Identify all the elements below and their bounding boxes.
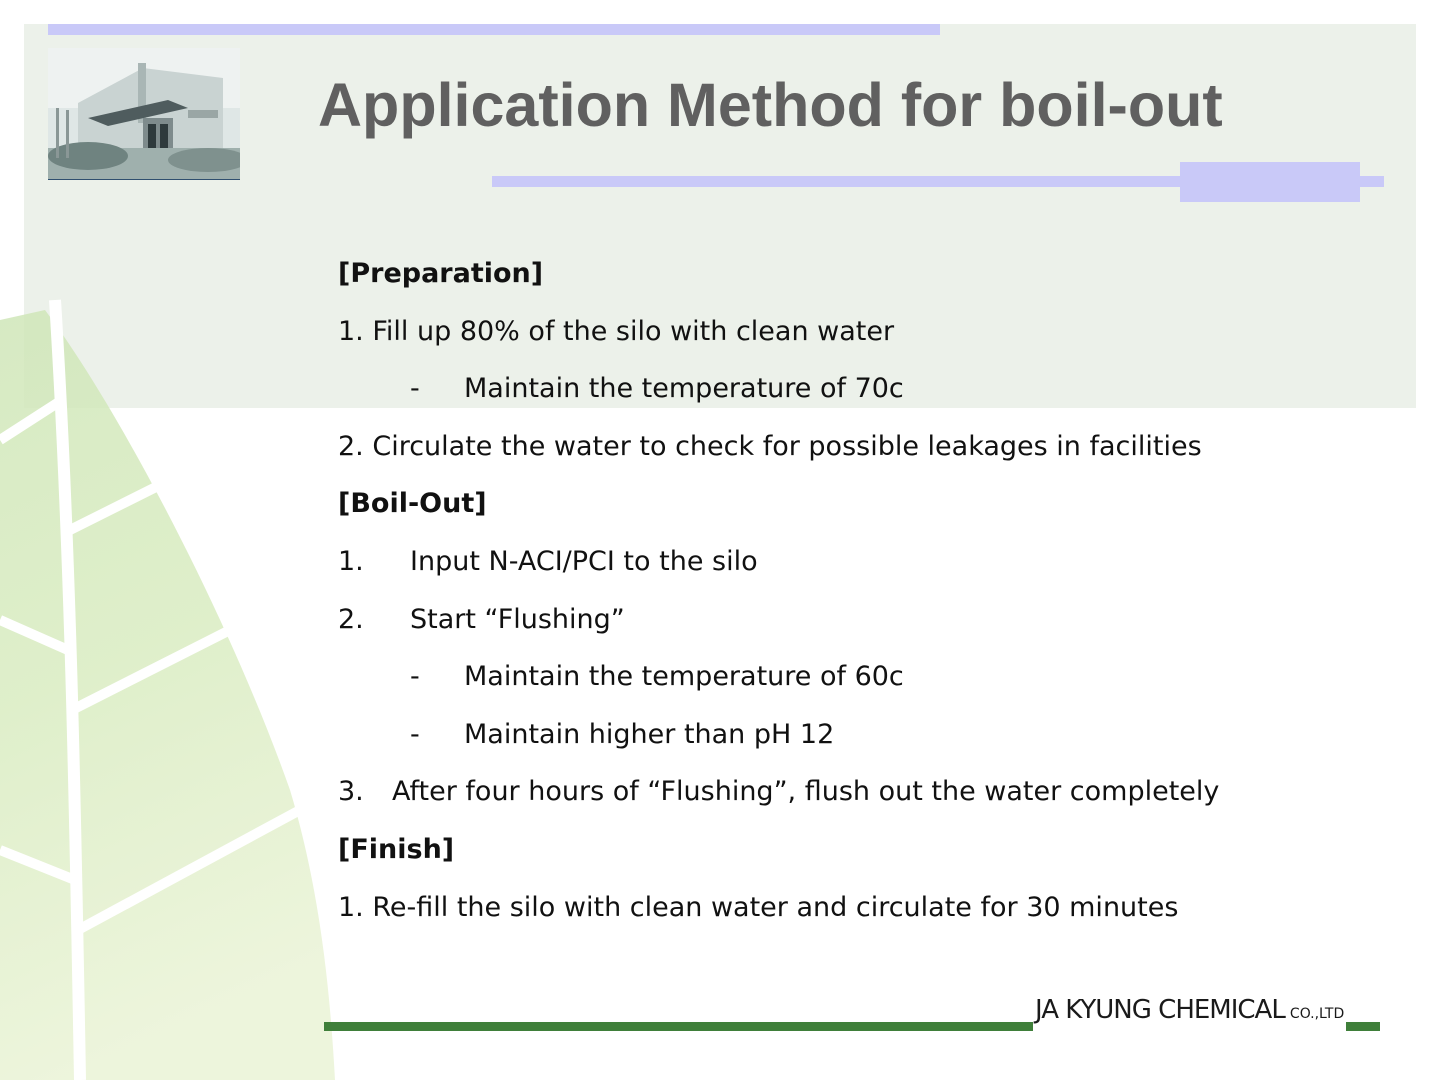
sub-item-text: Maintain the temperature of 70c	[464, 373, 904, 405]
slide-title: Application Method for boil-out	[318, 71, 1223, 139]
preparation-step-1-sub	[338, 360, 1408, 418]
preparation-step-1: 1. Fill up 80% of the silo with clean water	[338, 315, 895, 347]
boil-out-step-2-sub-2	[338, 706, 1408, 764]
boil-out-step-2-sub-1	[338, 648, 1408, 706]
sub-item-text: Maintain higher than pH 12	[464, 718, 835, 750]
step-number: 2.	[338, 603, 364, 635]
company-logo-suffix: CO.,LTD	[1289, 1006, 1345, 1022]
step-text: Input N-ACI/PCI to the silo	[410, 545, 758, 577]
building-photo	[48, 48, 240, 180]
bullet-dash: -	[410, 661, 420, 693]
company-logo-name: JA KYUNG CHEMICAL	[1035, 995, 1285, 1025]
bullet-dash: -	[410, 373, 420, 405]
finish-heading: [Finish]	[338, 833, 455, 865]
step-number: 3.	[338, 776, 364, 808]
boil-out-step-3	[338, 763, 1408, 821]
step-number: 1.	[338, 545, 364, 577]
company-logo	[1033, 992, 1346, 1032]
step-text: Start “Flushing”	[410, 603, 625, 635]
finish-step-1: 1. Re-fill the silo with clean water and circulate for 30 minutes	[338, 891, 1179, 923]
preparation-step-2: 2. Circulate the water to check for possible leakages in facilities	[338, 430, 1202, 462]
step-text: After four hours of “Flushing”, flush out the water completely	[392, 776, 1220, 808]
sub-item-text: Maintain the temperature of 60c	[464, 661, 904, 693]
preparation-heading: [Preparation]	[338, 258, 544, 289]
bullet-dash: -	[410, 718, 420, 750]
top-accent-bar	[48, 24, 940, 35]
leaf-background-graphic	[0, 290, 340, 1080]
slide-body	[338, 245, 1408, 936]
boil-out-heading: [Boil-Out]	[338, 488, 487, 520]
boil-out-step-2	[338, 591, 1408, 649]
title-accent-block	[1180, 162, 1360, 202]
boil-out-step-1	[338, 533, 1408, 591]
